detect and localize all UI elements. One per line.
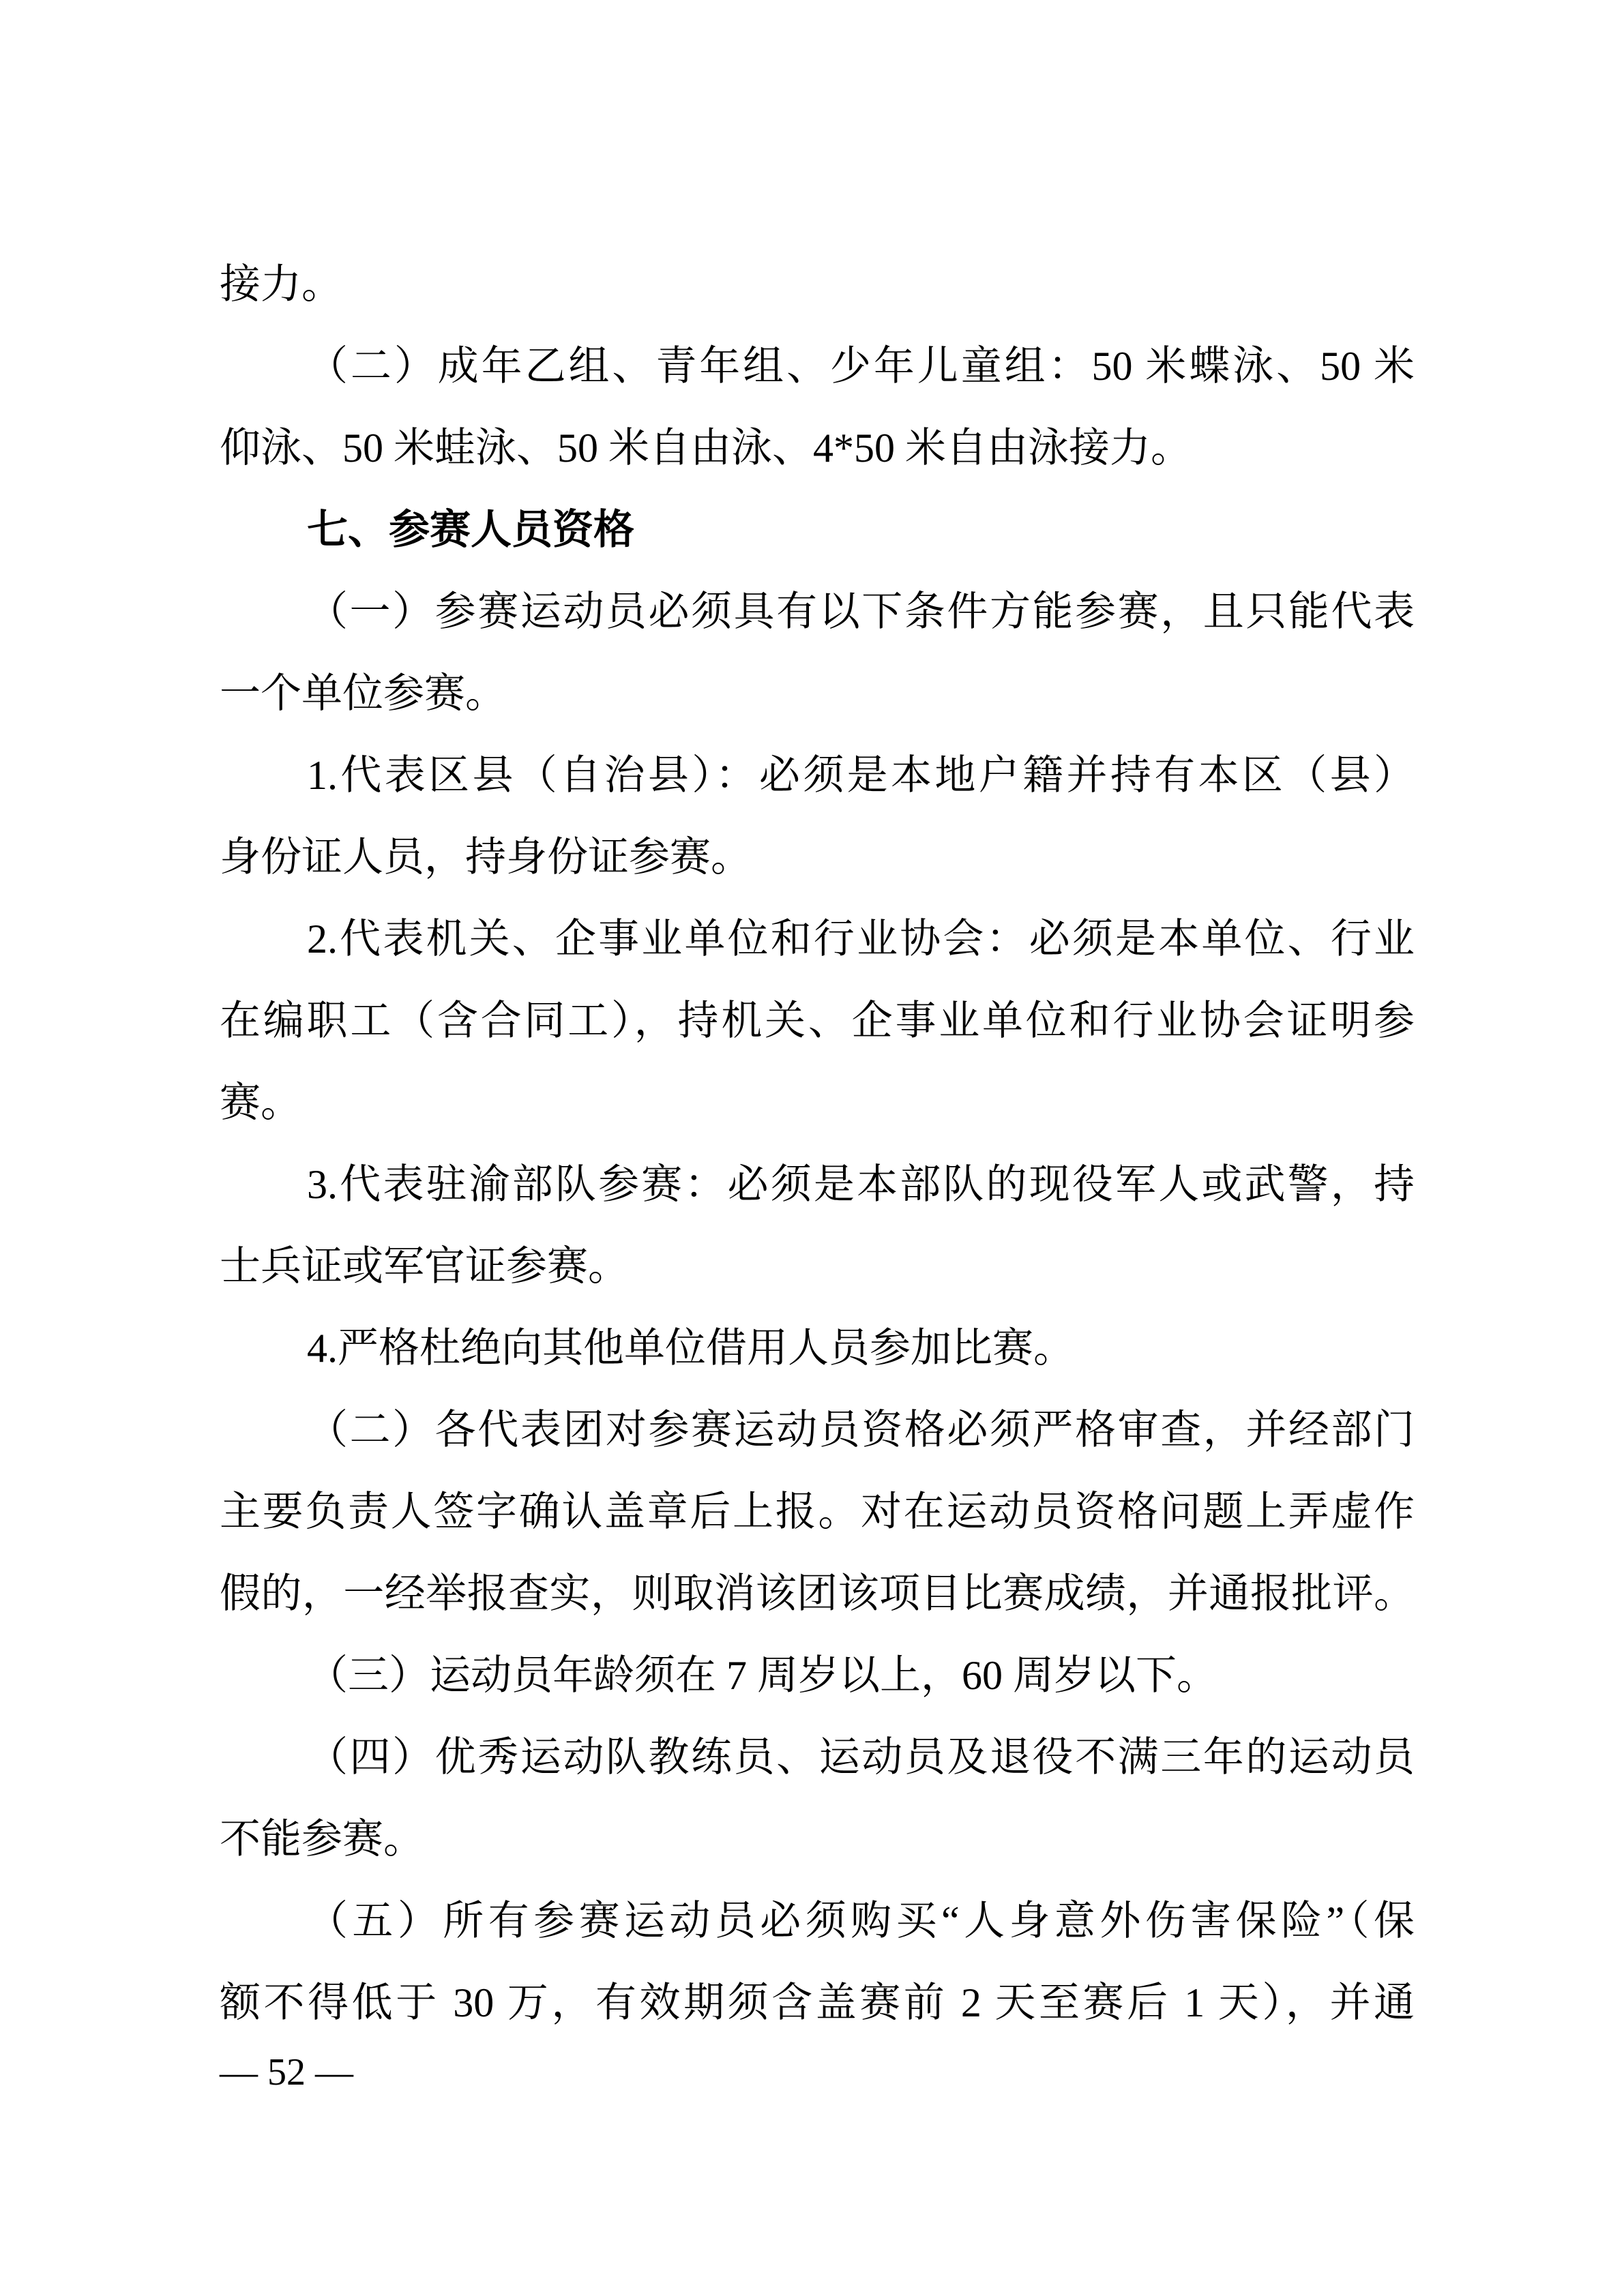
- text-line: 2.代表机关、企事业单位和行业协会：必须是本单位、行业: [307, 916, 1415, 961]
- text-line: 4.严格杜绝向其他单位借用人员参加比赛。: [307, 1326, 1074, 1371]
- text-line: （一）参赛运动员必须具有以下条件方能参赛，且只能代表: [307, 589, 1415, 634]
- page-footer: [220, 2041, 353, 2104]
- text-line: 主要负责人签字确认盖章后上报。对在运动员资格问题上弄虚作: [220, 1489, 1415, 1534]
- document-body: [220, 243, 1415, 2044]
- text-line: 一个单位参赛。: [220, 671, 506, 716]
- text-line: 仰泳、50 米蛙泳、50 米自由泳、4*50 米自由泳接力。: [220, 426, 1192, 471]
- text-line: （五）所有参赛运动员必须购买“人身意外伤害保险”（保: [307, 1898, 1415, 1943]
- text-line: 额不得低于 30 万，有效期须含盖赛前 2 天至赛后 1 天），并通: [220, 1980, 1415, 2025]
- text-line: （二）成年乙组、青年组、少年儿童组：50 米蝶泳、50 米: [307, 344, 1415, 389]
- text-line: 1.代表区县（自治县）：必须是本地户籍并持有本区（县）: [307, 753, 1415, 798]
- text-line: 不能参赛。: [220, 1817, 424, 1862]
- text-line: 在编职工（含合同工），持机关、企事业单位和行业协会证明参: [220, 998, 1415, 1043]
- text-line: （三）运动员年龄须在 7 周岁以上，60 周岁以下。: [307, 1653, 1217, 1698]
- page-number: — 52 —: [220, 2051, 353, 2093]
- text-line: 3.代表驻渝部队参赛：必须是本部队的现役军人或武警，持: [307, 1162, 1415, 1207]
- text-line: 七、参赛人员资格: [307, 507, 634, 552]
- text-line: 身份证人员，持身份证参赛。: [220, 835, 752, 880]
- text-line: 赛。: [220, 1080, 301, 1125]
- text-line: （四）优秀运动队教练员、运动员及退役不满三年的运动员: [307, 1735, 1415, 1780]
- text-line: 士兵证或军官证参赛。: [220, 1244, 629, 1289]
- text-line: （二）各代表团对参赛运动员资格必须严格审查，并经部门: [307, 1407, 1415, 1452]
- text-line: 接力。: [220, 262, 342, 307]
- text-line: 假的，一经举报查实，则取消该团该项目比赛成绩，并通报批评。: [220, 1571, 1415, 1616]
